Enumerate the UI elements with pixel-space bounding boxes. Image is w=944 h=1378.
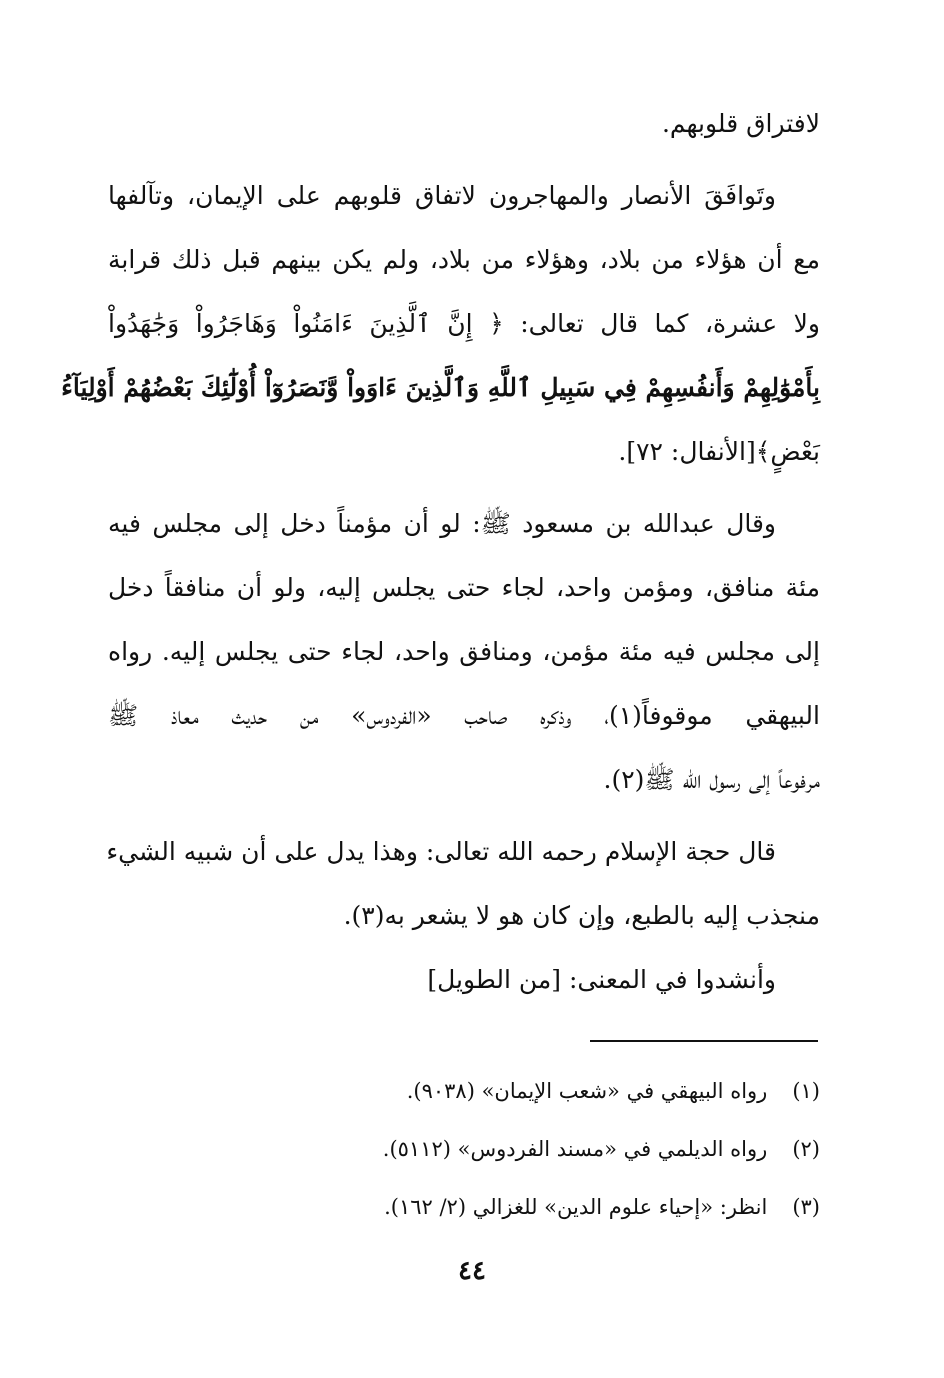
page-number: ٤٤ (458, 1256, 486, 1286)
footnote-text: انظر: «إحياء علوم الدين» للغزالي (٢/ ١٦٢). (384, 1195, 768, 1219)
footnote (108, 1178, 820, 1236)
quran-verse-line: بِأَمْوَٰلِهِمْ وَأَنفُسِهِمْ فِي سَبِيلِ ٱللَّهِ وَٱلَّذِينَ ءَاوَواْ وَّنَصَرُوٓاْ أُوْلَٰٓئِكَ بَعْضُهُمْ أَوْلِيَآءُ (61, 373, 820, 402)
text-line: مئة منافق، ومؤمن واحد، لجاء حتى يجلس إليه، ولو أن منافقاً دخل (108, 573, 820, 602)
footnote-number: (٣) (792, 1195, 820, 1219)
text-line: البيهقي موقوفاً(١)، وذكره صاحب «الفردوس» من حديث معاذ ﷺ (108, 701, 820, 730)
footnote-divider (590, 1040, 818, 1042)
paragraph-gap (108, 484, 820, 492)
text-line: بَعْضٍ﴾[الأنفال: ٧٢]. (618, 437, 820, 466)
footnote (108, 1062, 820, 1120)
footnote-text: رواه الديلمي في «مسند الفردوس» (٥١١٢). (382, 1137, 768, 1161)
text-line: وأنشدوا في المعنى: [من الطويل] (427, 965, 776, 994)
text-line: مع أن هؤلاء من بلاد، وهؤلاء من بلاد، ولم يكن بينهم قبل ذلك قرابة (108, 245, 820, 274)
main-text (61, 92, 820, 1012)
text-line: مرفوعاً إلى رسول الله ﷺ(٢). (603, 765, 820, 794)
footnote (108, 1120, 820, 1178)
footnote-number: (٢) (792, 1137, 820, 1161)
text-line: وتَوافَقَ الأنصار والمهاجرون لاتفاق قلوبهم على الإيمان، وتآلفها (108, 181, 776, 210)
text-line: قال حجة الإسلام رحمه الله تعالى: وهذا يدل على أن شبيه الشيء (106, 837, 776, 866)
text-line: ولا عشرة، كما قال تعالى: ﴿ إِنَّ ٱلَّذِينَ ءَامَنُواْ وَهَاجَرُواْ وَجَٰهَدُواْ (108, 309, 820, 338)
footnote-text: رواه البيهقي في «شعب الإيمان» (٩٠٣٨). (406, 1079, 768, 1103)
paragraph-gap (108, 156, 820, 164)
text-line: لافتراق قلوبهم. (661, 109, 820, 138)
footnote-number: (١) (792, 1079, 820, 1103)
text-line: وقال عبدالله بن مسعود ﷺ: لو أن مؤمناً دخل إلى مجلس فيه (108, 509, 776, 538)
paragraph-gap (108, 812, 820, 820)
text-line: منجذب إليه بالطبع، وإن كان هو لا يشعر به(٣). (343, 901, 820, 930)
text-line: إلى مجلس فيه مئة مؤمن، ومنافق واحد، لجاء حتى يجلس إليه. رواه (108, 637, 820, 666)
footnotes (108, 1062, 820, 1236)
